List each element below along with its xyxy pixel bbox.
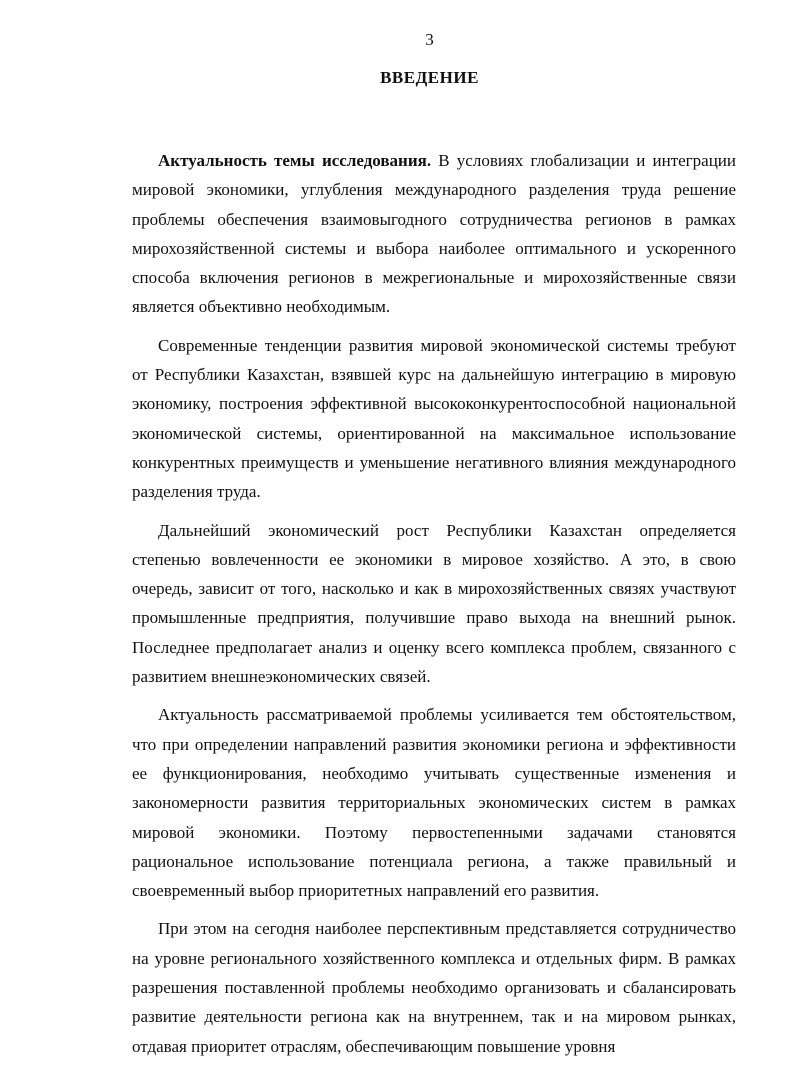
paragraph-text: В условиях глобализации и интеграции мировой экономики, углубления международного разделения труда решение проблемы обеспечения взаимовыгодного сотрудничества регионов в рамках мирохозяйственной системы и выбора наиболее оптимального и ускоренного способа включения регионов в межрегиональные и мирохозяйственные связи является объективно необходимым. <box>132 151 736 317</box>
paragraph-text: При этом на сегодня наиболее перспективным представляется сотрудничество на уровне регионального хозяйственного комплекса и отдельных фирм. В рамках разрешения поставленной проблемы необходимо организовать и сбалансировать развитие деятельности региона как на внутреннем, так и на мировом рынках, отдавая приоритет отраслям, обеспечивающим повышение уровня <box>132 919 736 1056</box>
paragraph-text: Актуальность рассматриваемой проблемы усиливается тем обстоятельством, что при определении направлений развития экономики региона и эффективности ее функционирования, необходимо учитывать существенные изменения и закономерности развития территориальных экономических систем в рамках мировой экономики. Поэтому первостепенными задачами становятся рациональное использование потенциала региона, а также правильный и своевременный выбор приоритетных направлений его развития. <box>132 705 736 901</box>
paragraph-lead: Актуальность темы исследования. <box>158 151 432 170</box>
paragraph-5 <box>132 914 736 1060</box>
section-title: ВВЕДЕНИЕ <box>380 68 479 87</box>
paragraph-3 <box>132 516 736 692</box>
paragraph-text: Современные тенденции развития мировой экономической системы требуют от Республики Казахстан, взявшей курс на дальнейшую интеграцию в мировую экономику, построения эффективной высококонкурентоспособной национальной экономической системы, ориентированной на максимальное использование конкурентных преимуществ и уменьшение негативного влияния международного разделения труда. <box>132 335 736 502</box>
paragraph-1 <box>132 146 736 322</box>
paragraph-4 <box>132 700 736 905</box>
paragraph-text: Дальнейший экономический рост Республики Казахстан определяется степенью вовлеченности ее экономики в мировое хозяйство. А это, в свою очередь, зависит от того, насколько и как в мирохозяйственных связях участвуют промышленные предприятия, получившие право выхода на внешний рынок. Последнее предполагает анализ и оценку всего комплекса проблем, связанного с развитием внешнеэкономических связей. <box>132 520 736 687</box>
page-number: 3 <box>425 30 434 49</box>
body-text <box>132 146 736 1070</box>
paragraph-2 <box>132 331 736 507</box>
